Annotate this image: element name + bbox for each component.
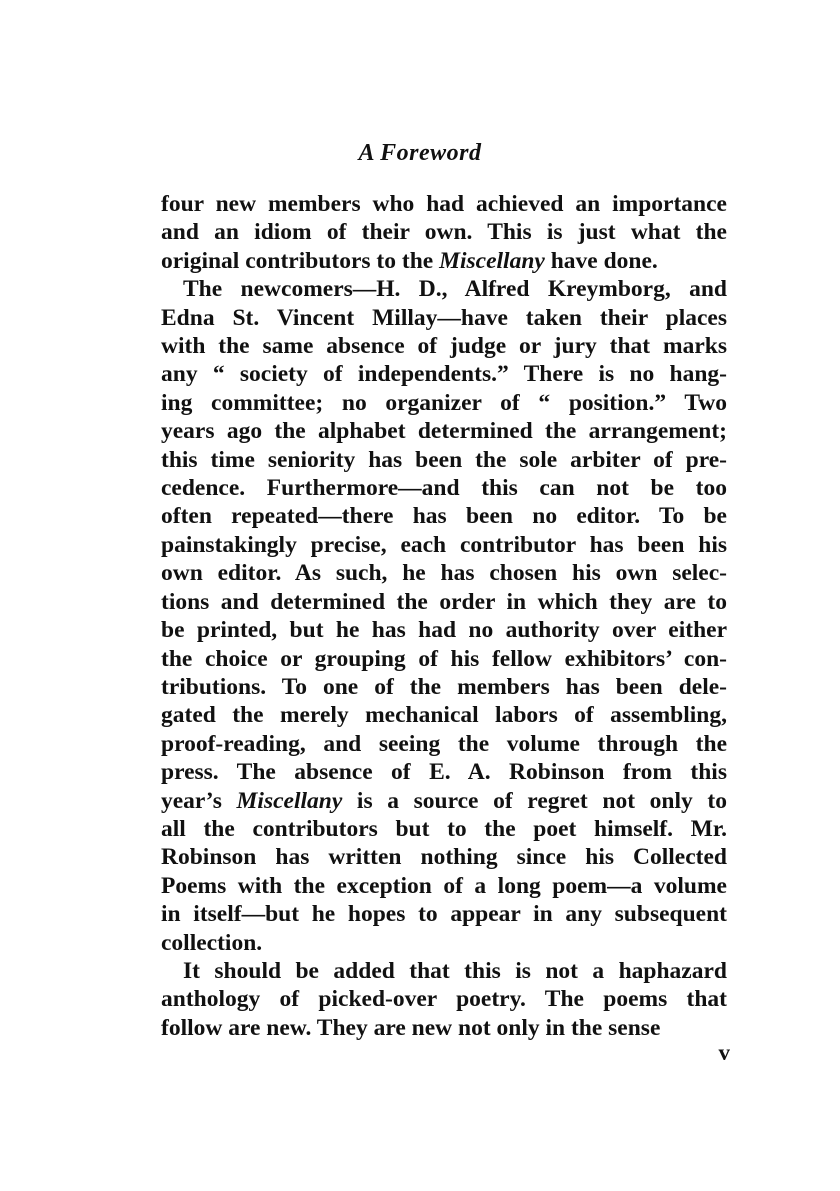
body-text <box>161 190 727 1042</box>
text-line: Poems with the exception of a long poem—a volume <box>161 872 727 899</box>
text-line: proof-reading, and seeing the volume through the <box>161 730 727 757</box>
text-line: own editor. As such, he has chosen his own selec- <box>161 560 727 587</box>
text-run: year’s <box>161 787 237 814</box>
text-line: Robinson has written nothing since his Collected <box>161 844 727 871</box>
text-line: the choice or grouping of his fellow exhibitors’ con- <box>161 645 727 672</box>
text-line: anthology of picked-over poetry. The poems that <box>161 986 727 1013</box>
italic-title: Miscellany <box>439 247 545 274</box>
text-line: this time seniority has been the sole arbiter of pre- <box>161 446 727 473</box>
text-line: four new members who had achieved an importance <box>161 191 727 217</box>
text-line: be printed, but he has had no authority over either <box>161 617 727 644</box>
text-run: is a source of regret not only to <box>342 787 727 814</box>
text-run: original contributors to the <box>161 247 440 274</box>
text-line: any “ society of independents.” There is no hang- <box>161 361 727 388</box>
text-line: press. The absence of E. A. Robinson from this <box>161 759 727 786</box>
running-head-title: A Foreword <box>358 140 482 166</box>
text-line: cedence. Furthermore—and this can not be too <box>161 475 727 502</box>
text-line: follow are new. They are new not only in the sense <box>161 1014 661 1041</box>
text-line: It should be added that this is not a haphazard <box>183 957 727 984</box>
text-line: painstakingly precise, each contributor has been his <box>161 531 727 558</box>
text-line: tributions. To one of the members has been dele- <box>161 673 727 700</box>
text-line: with the same absence of judge or jury that marks <box>161 333 727 360</box>
text-line: The newcomers—H. D., Alfred Kreymborg, and <box>183 276 727 303</box>
text-run: have done. <box>544 247 658 274</box>
text-line: ing committee; no organizer of “ position.” Two <box>161 389 727 416</box>
text-line: and an idiom of their own. This is just what the <box>161 219 727 246</box>
page-number: v <box>718 1040 730 1065</box>
text-line: years ago the alphabet determined the arrangement; <box>161 418 727 445</box>
text-line: Edna St. Vincent Millay—have taken their places <box>161 304 727 331</box>
text-line: often repeated—there has been no editor. To be <box>161 503 727 530</box>
text-line <box>161 787 727 815</box>
text-line: in itself—but he hopes to appear in any subsequent <box>161 901 727 928</box>
text-line: gated the merely mechanical labors of assembling, <box>161 702 727 729</box>
text-line <box>161 247 727 275</box>
text-line: all the contributors but to the poet himself. Mr. <box>161 815 727 842</box>
text-line: tions and determined the order in which they are to <box>161 588 727 615</box>
text-line: collection. <box>161 929 263 956</box>
italic-title: Miscellany <box>236 787 343 814</box>
